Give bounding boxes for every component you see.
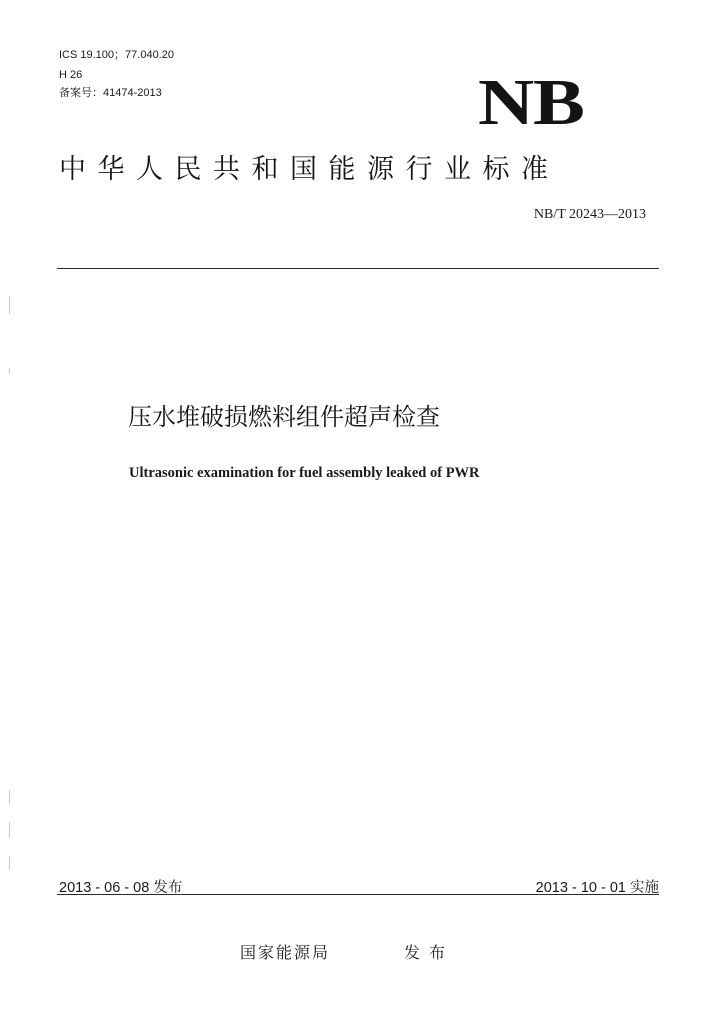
implementation-date: 2013 - 10 - 01 实施 [535,880,659,896]
scan-artifact [9,296,10,314]
publish-action: 发布 [404,943,455,962]
bottom-divider [57,894,659,895]
document-title-en: Ultrasonic examination for fuel assembly leaked of PWR [129,465,480,481]
scan-artifact [9,822,10,838]
ics-code: ICS 19.100；77.040.20 [59,49,174,61]
standard-title: 中华人民共和国能源行业标准 [59,154,560,185]
classification-code: H 26 [59,69,83,81]
scan-artifact [9,368,10,374]
scan-artifact [9,856,10,870]
document-title-cn: 压水堆破损燃料组件超声检查 [128,403,440,431]
top-divider [57,268,659,269]
nb-logo: NB [478,66,584,139]
filing-number: 备案号：41474-2013 [59,87,162,99]
standard-number: NB/T 20243—2013 [533,207,646,222]
publisher-name: 国家能源局 [240,943,331,962]
publish-date: 2013 - 06 - 08 发布 [59,880,183,896]
scan-artifact [9,790,10,804]
